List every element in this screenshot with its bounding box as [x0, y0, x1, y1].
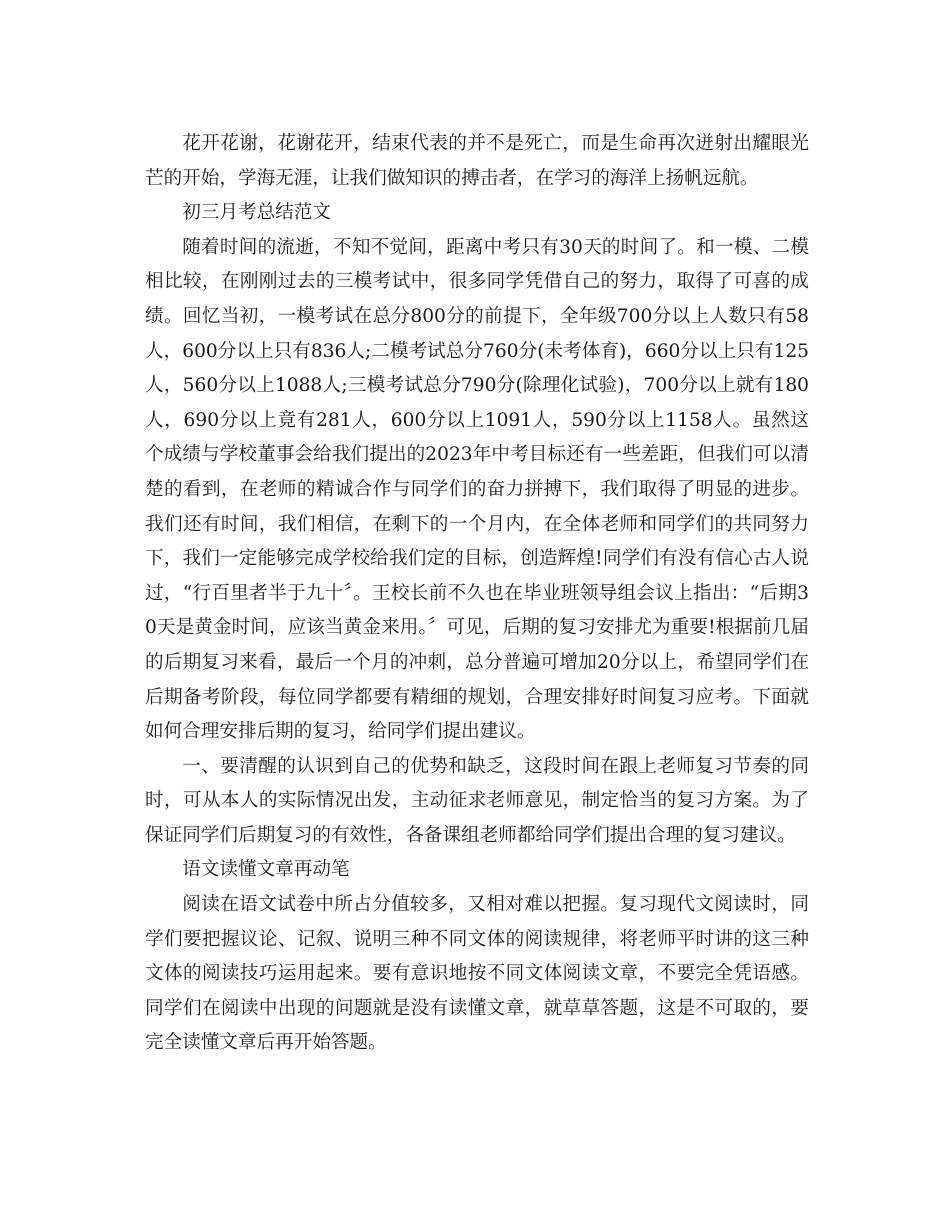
document-page — [145, 127, 809, 1061]
section-title: 初三月考总结范文 — [182, 202, 331, 224]
paragraph-advice-one: 一、要清醒的认识到自己的优势和缺乏，这段时间在跟上老师复习节奏的同时，可从本人的实际情况出发，主动征求老师意见，制定恰当的复习方案。为了保证同学们后期复习的有效性，各备课组老师都给同学们提出合理的复习建议。 — [145, 755, 809, 846]
paragraph-reading-advice: 阅读在语文试卷中所占分值较多，又相对难以把握。复习现代文阅读时，同学们要把握议论、记叙、说明三种不同文体的阅读规律，将老师平时讲的这三种文体的阅读技巧运用起来。要有意识地按不同文体阅读文章，不要完全凭语感。同学们在阅读中出现的问题就是没有读懂文章，就草草答题，这是不可取的，要完全读懂文章后再开始答题。 — [145, 894, 809, 1054]
paragraph-intro: 花开花谢，花谢花开，结束代表的并不是死亡，而是生命再次迸射出耀眼光芒的开始，学海无涯，让我们做知识的搏击者，在学习的海洋上扬帆远航。 — [145, 133, 809, 189]
paragraph-exam-summary: 随着时间的流逝，不知不觉间，距离中考只有30天的时间了。和一模、二模相比较，在刚刚过去的三模考试中，很多同学凭借自己的努力，取得了可喜的成绩。回忆当初，一模考试在总分800分的前提下，全年级700分以上人数只有58人，600分以上只有836人;二模考试总分760分(未考体育)，660分以上只有125人，560分以上1088人;三模考试总分790分(除理化试验)，700分以上就有180人，690分以上竟有281人，600分以上1091人，590分以上1158人。虽然这个成绩与学校董事会给我们提出的2023年中考目标还有一些差距，但我们可以清楚的看到，在老师的精诚合作与同学们的奋力拼搏下，我们取得了明显的进步。我们还有时间，我们相信，在剩下的一个月内，在全体老师和同学们的共同努力下，我们一定能够完成学校给我们定的目标，创造辉煌!同学们有没有信心古人说过，“行百里者半于九十〞。王校长前不久也在毕业班领导组会议上指出：“后期30天是黄金时间，应该当黄金来用。〞可见，后期的复习安排尤为重要!根据前几届的后期复习来看，最后一个月的冲刺，总分普遍可增加20分以上，希望同学们在后期备考阶段，每位同学都要有精细的规划，合理安排好时间复习应考。下面就如何合理安排后期的复习，给同学们提出建议。 — [145, 236, 809, 743]
subsection-title-chinese: 语文读懂文章再动笔 — [182, 859, 350, 881]
